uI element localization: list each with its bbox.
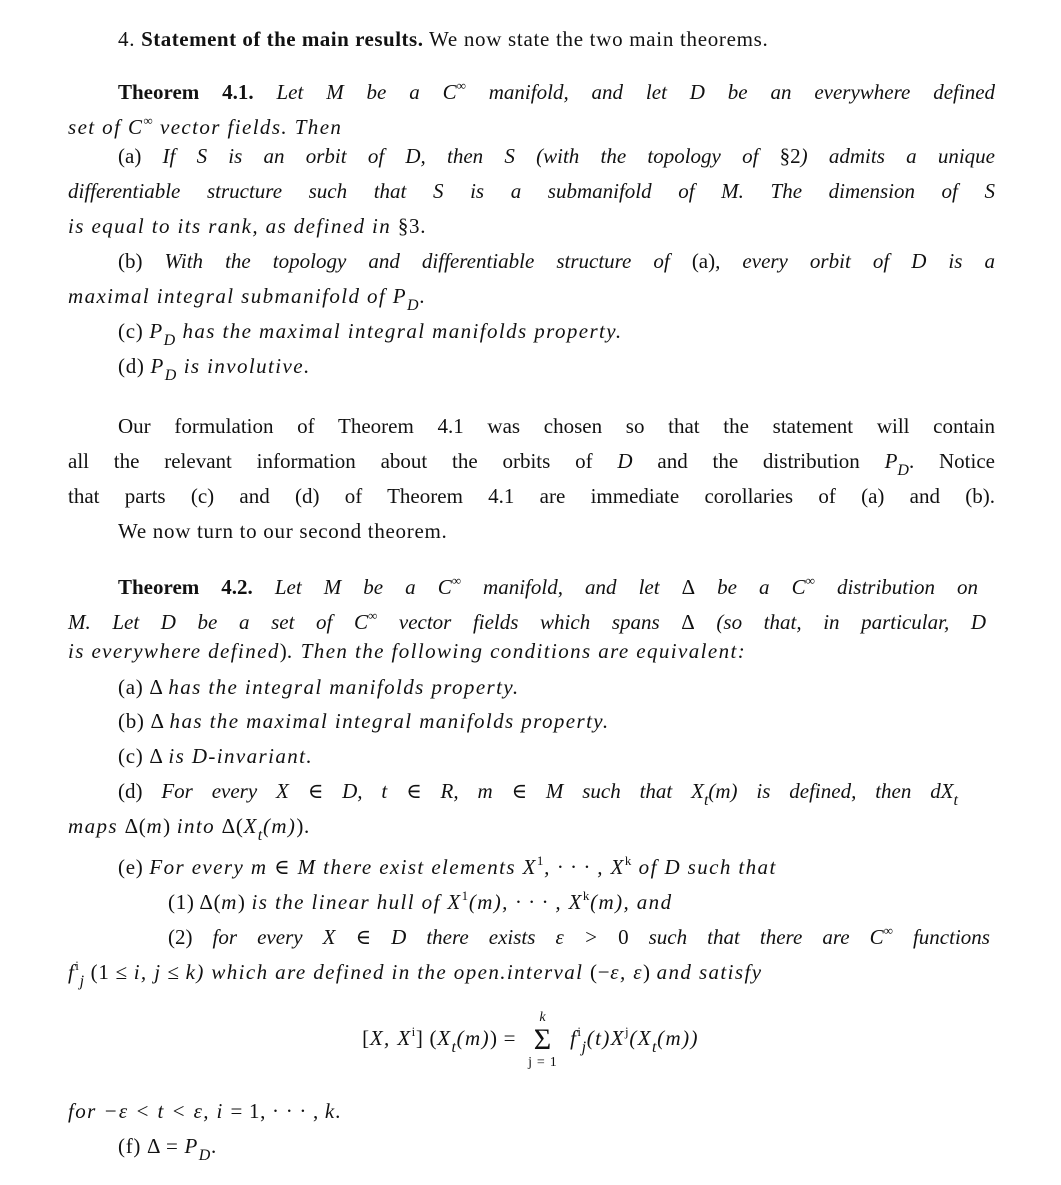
- theorem-4-1-part-b-text: [68, 283, 995, 319]
- text-run: has the maximal integral manifolds property.: [175, 319, 623, 343]
- text-run: Δ(: [124, 814, 147, 838]
- text-run: for −ε < t < ε, i: [68, 1099, 231, 1123]
- theorem-4-2-part-e: [118, 848, 995, 880]
- text-run: ): [642, 960, 657, 984]
- sum-upper-limit: k: [539, 1010, 547, 1025]
- subscript: t: [953, 792, 958, 809]
- text-run: P: [150, 354, 165, 378]
- text-run: 0: [618, 925, 629, 949]
- theorem-4-2-part-d: [118, 778, 958, 814]
- text-run: (m): [262, 814, 297, 838]
- theorem-4-1-part-a-text: [68, 178, 995, 204]
- text-run: functions: [892, 925, 990, 949]
- text-run: §3.: [397, 214, 427, 238]
- theorem-4-2-text: [68, 603, 986, 635]
- formula-condition: [68, 1098, 995, 1124]
- text-run: Let M be a C: [252, 575, 452, 599]
- text-run: Δ(: [221, 814, 244, 838]
- subscript: t: [651, 1038, 658, 1056]
- text-run: (b): [118, 249, 165, 273]
- theorem-4-2-statement: [118, 568, 978, 600]
- theorem-4-2-part-b: [118, 708, 995, 734]
- text-run: (−: [590, 960, 611, 984]
- subscript: D: [407, 297, 420, 314]
- text-run: X, X: [369, 1025, 412, 1050]
- text-run: M. Let D be a set of C: [68, 610, 368, 634]
- theorem-4-2-part-f: [118, 1133, 995, 1169]
- text-run: (m), · · · , X: [468, 890, 583, 914]
- superscript: i: [577, 1023, 582, 1039]
- theorem-4-2-part-e-2: [168, 918, 990, 950]
- text-run: , · · · , X: [544, 855, 625, 879]
- text-run: be a C: [695, 575, 806, 599]
- text-run: maps: [68, 814, 125, 838]
- text-run: . Then the following conditions are equivalent:: [287, 639, 747, 663]
- superscript: j: [625, 1023, 630, 1039]
- theorem-4-1-part-c: [118, 318, 995, 354]
- paragraph-text: [118, 518, 995, 544]
- superscript: k: [582, 888, 591, 903]
- text-run: D: [617, 449, 633, 473]
- text-run: f: [563, 1025, 578, 1050]
- superscript: ∞: [367, 608, 378, 623]
- text-run: ] (: [415, 1025, 438, 1050]
- subscript: j: [79, 973, 85, 990]
- text-run: (e): [118, 855, 150, 879]
- text-run: [: [362, 1025, 370, 1050]
- subscript: j: [581, 1038, 587, 1056]
- theorem-4-1-part-a-text: [68, 213, 995, 239]
- theorem-4-2-text: [68, 638, 995, 664]
- theorem-4-1-text: [68, 108, 995, 140]
- theorem-4-2-part-a: [118, 674, 995, 700]
- text-run: With the topology and differentiable structure of: [164, 249, 692, 273]
- text-run: (t)X: [586, 1025, 626, 1050]
- paragraph-text: [118, 413, 995, 439]
- sum-lower-limit: j = 1: [528, 1055, 558, 1070]
- sigma-glyph: Σ: [533, 1023, 552, 1056]
- text-run: (m), and: [590, 890, 673, 914]
- text-run: ): [279, 639, 288, 663]
- text-run: Δ: [681, 575, 696, 599]
- text-run: ) admits a unique: [800, 144, 995, 168]
- text-run: is D-invariant.: [168, 744, 314, 768]
- text-run: Δ: [681, 610, 695, 634]
- text-run: §2: [779, 144, 801, 168]
- text-run: of D such that: [632, 855, 777, 879]
- text-run: (b) Δ: [118, 709, 170, 733]
- text-run: such that there are C: [628, 925, 884, 949]
- superscript: 1: [536, 853, 545, 868]
- text-run: maximal integral submanifold of P: [68, 284, 408, 308]
- text-run: and the distribution: [632, 449, 885, 473]
- text-run: and satisfy: [656, 960, 763, 984]
- subscript: D: [163, 332, 176, 349]
- text-run: vector fields which spans: [377, 610, 682, 634]
- text-run: ): [237, 890, 252, 914]
- text-run: for every X ∈ D there exists ε >: [212, 925, 619, 949]
- text-run: (m): [456, 1025, 490, 1050]
- superscript: k: [624, 853, 633, 868]
- superscript: ∞: [456, 78, 466, 93]
- text-run: Theorem 4.1.: [118, 80, 254, 104]
- text-run: is the linear hull of X: [251, 890, 462, 914]
- theorem-4-1-statement: [118, 73, 995, 105]
- subscript: D: [198, 1147, 212, 1164]
- superscript: ∞: [883, 923, 893, 938]
- superscript: ∞: [451, 573, 461, 588]
- text-run: m: [221, 890, 238, 914]
- text-run: (c): [118, 319, 150, 343]
- text-run: P: [184, 1134, 199, 1158]
- theorem-4-2-part-d-text: [68, 813, 995, 849]
- text-run: ): [163, 814, 177, 838]
- text-run: (f) Δ =: [118, 1134, 185, 1158]
- section-heading: [118, 26, 995, 52]
- summation-symbol: [528, 1010, 557, 1070]
- paragraph-text: [68, 483, 995, 509]
- text-run: Statement of the main results.: [141, 27, 424, 51]
- text-run: (a): [118, 144, 163, 168]
- text-run: (d): [118, 354, 151, 378]
- text-run: has the integral manifolds property.: [168, 675, 520, 699]
- theorem-4-2-part-e-1: [168, 883, 990, 915]
- subscript: t: [257, 827, 263, 844]
- text-run: (2): [168, 925, 213, 949]
- text-run: Our formulation of Theorem 4.1 was chosen so that the statement will contain: [118, 414, 995, 438]
- text-run: (X: [629, 1025, 652, 1050]
- text-run: ) =: [489, 1025, 523, 1050]
- subscript: t: [451, 1038, 457, 1056]
- superscript: i: [411, 1023, 416, 1039]
- text-run: distribution on: [814, 575, 979, 599]
- text-run: (1 ≤: [84, 960, 134, 984]
- text-run: (m)): [657, 1025, 699, 1050]
- text-run: X: [437, 1025, 452, 1050]
- text-run: all the relevant information about the orbits of: [68, 449, 618, 473]
- text-run: .: [419, 284, 426, 308]
- text-run: .: [211, 1134, 217, 1158]
- text-run: (1) Δ(: [168, 890, 222, 914]
- subscript: D: [164, 367, 178, 384]
- text-run: k.: [324, 1099, 343, 1123]
- text-run: (m) is defined, then dX: [708, 779, 954, 803]
- text-run: ε, ε: [610, 960, 643, 984]
- display-formula: [0, 1010, 1061, 1070]
- text-run: vector fields. Then: [153, 115, 343, 139]
- text-run: ≤: [161, 960, 186, 984]
- text-run: = 1, · · · ,: [230, 1099, 325, 1123]
- text-run: . Notice: [908, 449, 995, 473]
- text-run: is equal to its rank, as defined in: [68, 214, 398, 238]
- theorem-4-1-part-a: [118, 143, 995, 169]
- theorem-4-2-part-c: [118, 743, 995, 769]
- text-run: into: [176, 814, 222, 838]
- text-run: We now state the two main theorems.: [423, 27, 769, 51]
- text-run: P: [149, 319, 164, 343]
- superscript: ∞: [143, 113, 154, 128]
- text-run: set of C: [68, 115, 144, 139]
- text-run: has the maximal integral manifolds property.: [169, 709, 610, 733]
- text-run: For every X ∈ D, t ∈ R, m ∈ M such that X: [161, 779, 704, 803]
- text-run: For every m ∈ M there exist elements X: [149, 855, 537, 879]
- text-run: m: [146, 814, 164, 838]
- text-run: 4.: [118, 27, 142, 51]
- text-run: X: [243, 814, 258, 838]
- text-run: If S is an orbit of D, then S (with the topology of: [162, 144, 780, 168]
- text-run: manifold, and let: [461, 575, 682, 599]
- text-run: k) which are defined in the open.interval: [185, 960, 591, 984]
- text-run: (d): [118, 779, 162, 803]
- text-run: manifold, and let D be an everywhere defined: [465, 80, 996, 104]
- subscript: D: [897, 462, 909, 479]
- text-run: is involutive.: [177, 354, 311, 378]
- subscript: t: [703, 792, 709, 809]
- superscript: 1: [461, 888, 469, 903]
- theorem-4-2-part-e-2-text: [68, 953, 995, 995]
- superscript: ∞: [805, 573, 815, 588]
- theorem-4-1-part-b: [118, 248, 995, 274]
- text-run: Let M be a C: [253, 80, 457, 104]
- paragraph-text: [68, 448, 995, 484]
- text-run: that parts (c) and (d) of Theorem 4.1 are immediate corollaries of (a) and (b).: [68, 484, 995, 508]
- text-run: differentiable structure such that S is a submanifold of M. The dimension of S: [68, 179, 995, 203]
- text-run: We now turn to our second theorem.: [118, 519, 448, 543]
- text-run: (so that, in particular, D: [694, 610, 987, 634]
- text-run: Theorem 4.2.: [118, 575, 253, 599]
- text-run: (a): [691, 249, 716, 273]
- text-run: ).: [296, 814, 310, 838]
- theorem-4-1-part-d: [118, 353, 995, 389]
- text-run: P: [884, 449, 898, 473]
- text-run: f: [68, 960, 76, 984]
- text-run: i, j: [133, 960, 162, 984]
- text-run: is everywhere defined: [68, 639, 280, 663]
- text-run: (a) Δ: [118, 675, 169, 699]
- superscript: i: [75, 958, 80, 973]
- text-run: , every orbit of D is a: [715, 249, 995, 273]
- text-run: (c) Δ: [118, 744, 169, 768]
